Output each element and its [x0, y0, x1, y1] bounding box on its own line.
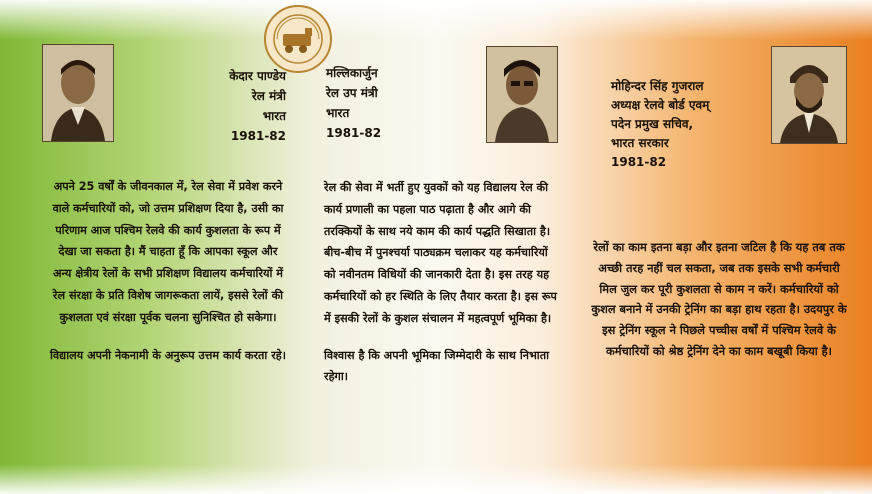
message-2-paragraph-1: रेल की सेवा में भर्ती हुए युवकों को यह विद्यालय रेल की कार्य प्रणाली का पहला पाठ पढ़ाता है और आगे की तरक्कियों के साथ नये काम की कार्य पद्धति सिखाता है। बीच-बीच में पुनश्चर्या पाठ्यक्रम चलाकर यह कर्मचारियों को नवीनतम विधियों की जानकारी देता है। इस तरह यह कर्मचारियों को हर स्थिति के लिए तैयार करता है। इस रूप में इसकी रेलों के कुशल संचालन में महत्वपूर्ण भूमिका है। [324, 181, 557, 325]
official-2-country: भारत [326, 106, 350, 120]
official-2-name: मल्लिकार्जुन [326, 66, 378, 80]
top-wave [0, 0, 872, 40]
message-1 [50, 176, 286, 366]
message-1-paragraph-2: विद्यालय अपनी नेकनामी के अनुरूप उत्तम कार्य करता रहे। [50, 348, 286, 362]
message-1-paragraph-1: अपने 25 वर्षों के जीवनकाल में, रेल सेवा में प्रवेश करने वाले कर्मचारियों को, जो उत्तम प्रशिक्षण दिया है, उसी का परिणाम आज पश्चिम रेलवे की कार्य कुशलता के रूप में देखा जा सकता है। मैं चाहता हूँ कि आपका स्कूल और अन्य क्षेत्रीय रेलों के सभी प्रशिक्षण विद्यालय कर्मचारियों में रेल संरक्षा के प्रति विशेष जागरूकता लायें, इससे रेलों की कुशलता एवं संरक्षा पूर्वक चलना सुनिश्चित हो सकेगा। [52, 180, 284, 324]
official-3-year: 1981-82 [611, 155, 667, 169]
official-3-name: मोहिन्दर सिंह गुजराल [611, 79, 704, 93]
indian-railways-emblem-icon [263, 4, 333, 74]
official-2-title: रेल उप मंत्री [326, 86, 378, 100]
official-1-name: केदार पाण्डेय [229, 69, 286, 83]
portrait-photo-3 [771, 46, 847, 144]
message-3 [588, 237, 850, 362]
bottom-wave [0, 464, 872, 494]
message-3-paragraph-1: रेलों का काम इतना बड़ा और इतना जटिल है कि यह तब तक अच्छी तरह नहीं चल सकता, जब तक इसके सभी कर्मचारी मिल जुल कर पूरी कुशलता से काम न करें। कर्मचारियों को कुशल बनाने में उनकी ट्रेनिंग का बड़ा हाथ रहता है। उदयपुर के इस ट्रेनिंग स्कूल ने पिछले पच्चीस वर्षों में पश्चिम रेलवे के कर्मचारियों को श्रेष्ठ ट्रेनिंग देने का काम बखूबी किया है। [591, 240, 847, 358]
official-2-year: 1981-82 [326, 126, 382, 140]
official-1-year: 1981-82 [230, 129, 286, 143]
official-3-country: भारत सरकार [611, 136, 669, 150]
portrait-photo-2 [486, 46, 558, 143]
official-1-info [196, 66, 286, 146]
official-1-country: भारत [262, 109, 286, 123]
message-2 [324, 177, 560, 388]
official-3-title-line-2: पदेन प्रमुख सचिव, [611, 117, 694, 131]
official-3-info [611, 77, 709, 172]
official-3-title-line-1: अध्यक्ष रेलवे बोर्ड एवम् [611, 98, 710, 112]
portrait-photo-1 [42, 44, 114, 142]
official-1-title: रेल मंत्री [251, 89, 286, 103]
official-2-info [326, 63, 381, 143]
message-2-paragraph-2: विश्वास है कि अपनी भूमिका जिम्मेदारी के साथ निभाता रहेगा। [324, 348, 549, 384]
